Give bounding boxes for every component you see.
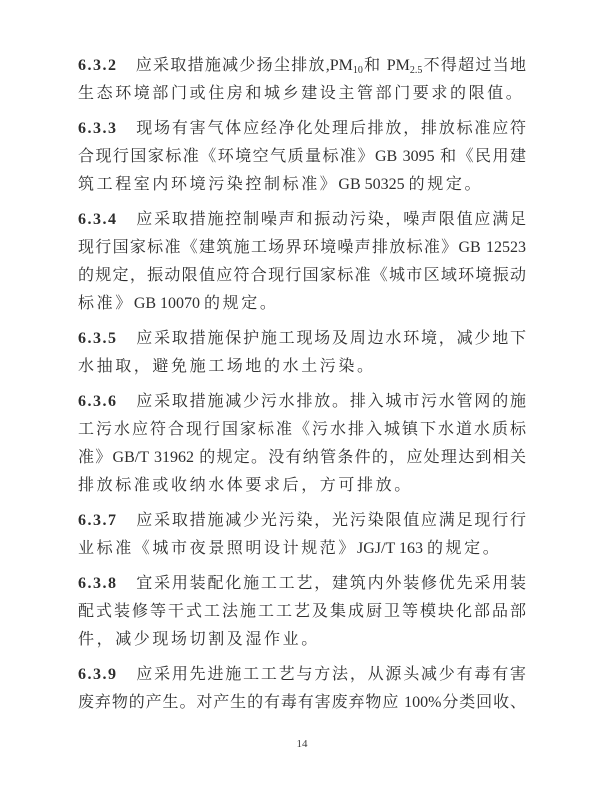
text-line: 6.3.7 应采取措施减少光污染，光污染限值应满足现行行 [78,512,526,529]
text-line: 排放标准或收纳水体要求后，方可排放。 [78,477,413,494]
clause-6.3.5 [78,325,526,381]
text-line: 6.3.6 应采取措施减少污水排放。排入城市污水管网的施 [78,393,526,410]
clause-list [78,52,526,717]
subscript: 2.5 [409,65,423,76]
clause-number: 6.3.4 [78,211,118,228]
text-line: 废弃物的产生。对产生的有毒有害废弃物应 100%分类回收、 [78,694,526,711]
text-line: 6.3.8 宜采用装配化施工工艺，建筑内外装修优先采用装 [78,575,526,592]
text-line: 6.3.2 应采取措施减少扬尘排放$,PM_{10}$和 $PM_{2.5}$不得超过当地 [78,57,526,76]
text-line: 工污水应符合现行国家标准《污水排入城镇下水道水质标 [78,421,526,438]
clause-6.3.8 [78,570,526,654]
text-line: 6.3.3 现场有害气体应经净化处理后排放，排放标准应符 [78,120,526,137]
subscript: 10 [352,65,363,76]
clause-6.3.7 [78,507,526,563]
page-number: 14 [296,738,308,750]
text-line: 水抽取，避免施工场地的水土污染。 [78,358,376,375]
text-line: 配式装修等干式工法施工工艺及集成厨卫等模块化部品部 [78,603,526,620]
text-line: 6.3.4 应采取措施控制噪声和振动污染，噪声限值应满足 [78,211,526,228]
clause-6.3.3 [78,115,526,199]
text-line: 6.3.9 应采用先进施工工艺与方法，从源头减少有毒有害 [78,666,526,683]
text-line: 件，减少现场切割及湿作业。 [78,631,320,648]
text-line: 生态环境部门或住房和城乡建设主管部门要求的限值。 [78,85,525,102]
clause-number: 6.3.8 [78,575,118,592]
clause-6.3.6 [78,388,526,500]
clause-number: 6.3.6 [78,393,118,410]
clause-number: 6.3.3 [78,120,118,137]
text-line: 标准》GB 10070 的规定。 [78,295,279,312]
clause-number: 6.3.2 [78,57,118,74]
clause-6.3.9 [78,661,526,717]
text-line: 合现行国家标准《环境空气质量标准》GB 3095 和《民用建 [78,148,526,165]
clause-6.3.2 [78,52,526,108]
clause-6.3.4 [78,206,526,318]
clause-number: 6.3.5 [78,330,118,347]
text-line: 筑工程室内环境污染控制标准》GB 50325 的规定。 [78,176,484,193]
clause-number: 6.3.7 [78,512,118,529]
text-line: 的规定，振动限值应符合现行国家标准《城市区域环境振动 [78,267,526,284]
text-line: 准》GB/T 31962 的规定。没有纳管条件的，应处理达到相关 [78,449,526,466]
clause-number: 6.3.9 [78,666,118,683]
text-line: 6.3.5 应采取措施保护施工现场及周边水环境，减少地下 [78,330,526,347]
text-line: 现行国家标准《建筑施工场界环境噪声排放标准》GB 12523 [78,239,526,256]
text-line: 业标准《城市夜景照明设计规范》JGJ/T 163 的规定。 [78,540,502,557]
